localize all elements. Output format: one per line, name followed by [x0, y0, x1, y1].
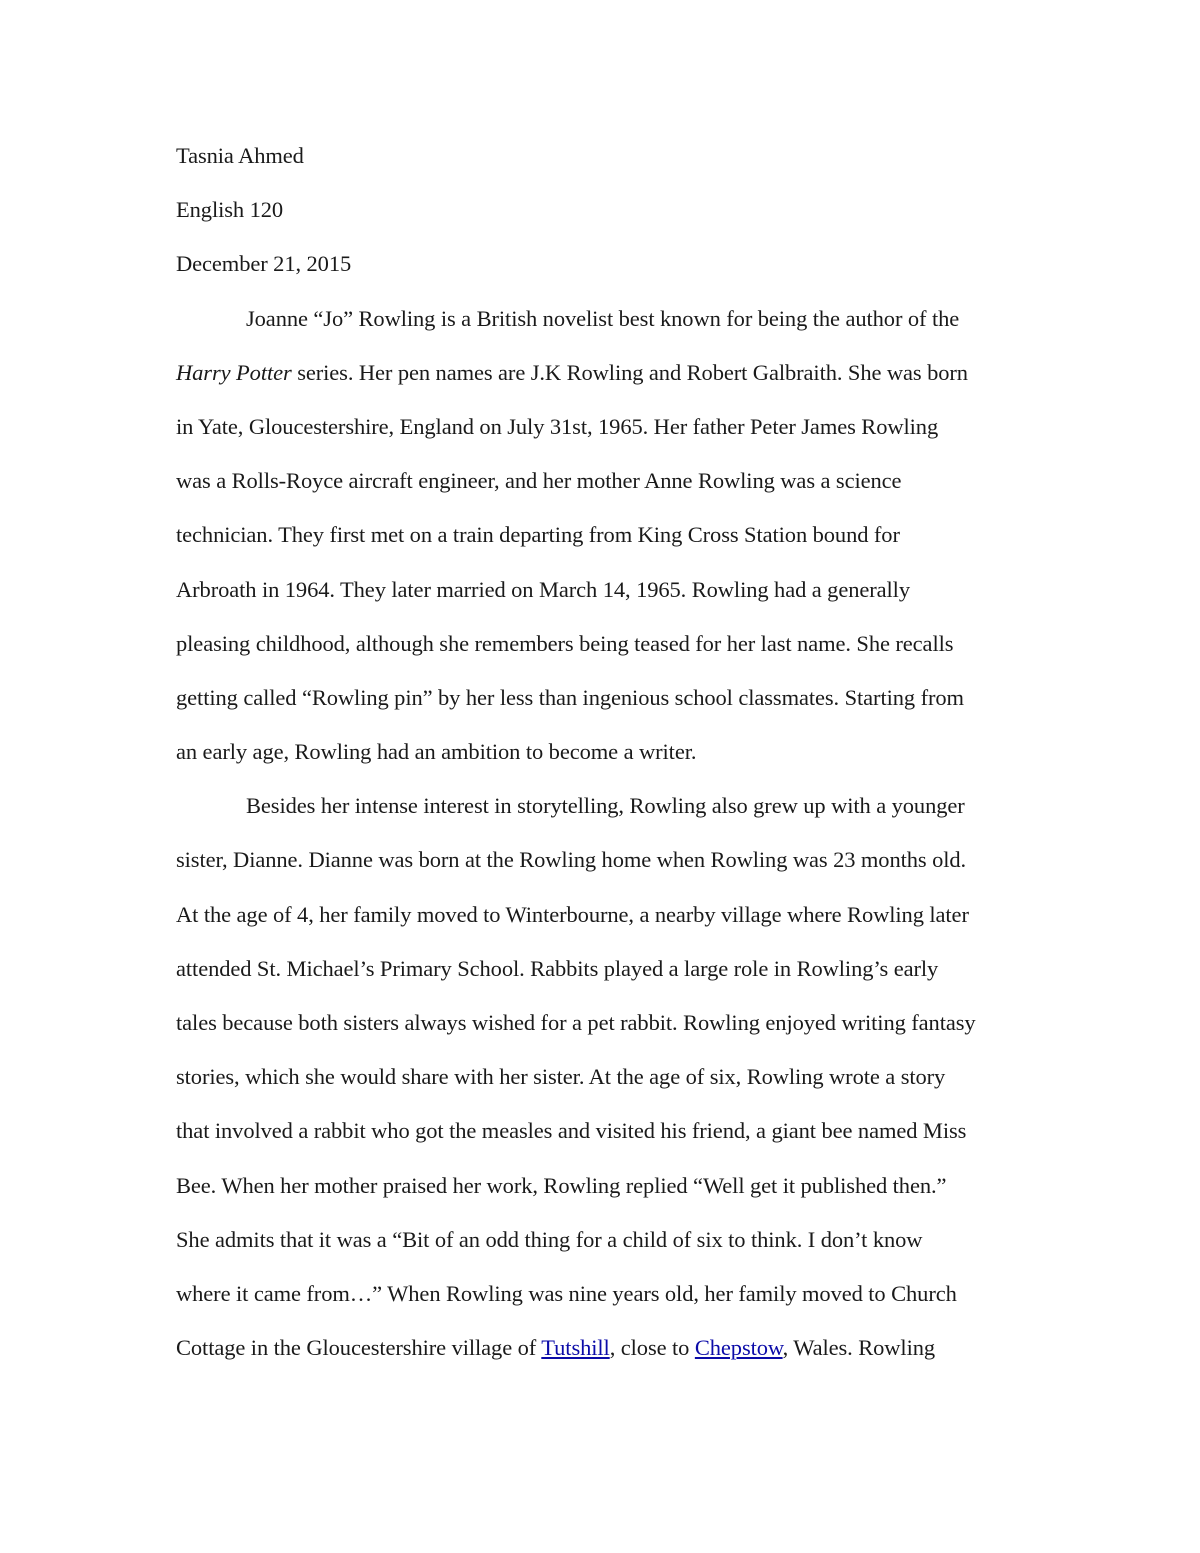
course-name: English 120	[176, 197, 284, 223]
paragraph-2-line: that involved a rabbit who got the measles and visited his friend, a giant bee named Miss	[176, 1118, 967, 1144]
paragraph-2-line: She admits that it was a “Bit of an odd thing for a child of six to think. I don’t know	[176, 1226, 923, 1252]
chepstow-link[interactable]: Chepstow	[694, 1335, 783, 1361]
paragraph-1-line: getting called “Rowling pin” by her less than ingenious school classmates. Starting from	[176, 684, 964, 710]
paragraph-1-line: was a Rolls-Royce aircraft engineer, and her mother Anne Rowling was a science	[176, 468, 902, 494]
paragraph-1-line: an early age, Rowling had an ambition to become a writer.	[176, 739, 697, 765]
paragraph-2-line: where it came from…” When Rowling was nine years old, her family moved to Church	[176, 1280, 957, 1306]
paragraph-1	[176, 301, 1036, 789]
paragraph-2-line: attended St. Michael’s Primary School. Rabbits played a large role in Rowling’s early	[176, 955, 939, 981]
paragraph-2-line: Bee. When her mother praised her work, Rowling replied “Well get it published then.”	[176, 1172, 947, 1198]
tutshill-link[interactable]: Tutshill	[541, 1335, 610, 1361]
paragraph-1-line: Arbroath in 1964. They later married on March 14, 1965. Rowling had a generally	[176, 576, 910, 602]
paragraph-2-line: stories, which she would share with her sister. At the age of six, Rowling wrote a story	[176, 1064, 946, 1090]
paragraph-2-line: Besides her intense interest in storytelling, Rowling also grew up with a younger	[246, 793, 965, 819]
paragraph-2-line: sister, Dianne. Dianne was born at the Rowling home when Rowling was 23 months old.	[176, 847, 967, 873]
paragraph-2-line: tales because both sisters always wished for a pet rabbit. Rowling enjoyed writing fantasy	[176, 1010, 976, 1035]
document-date: December 21, 2015	[176, 251, 352, 277]
paragraph-1-text: series. Her pen names are J.K Rowling and Robert Galbraith. She was born	[291, 359, 968, 385]
paragraph-1-line: technician. They first met on a train departing from King Cross Station bound for	[176, 522, 900, 548]
document-page	[176, 138, 1036, 1384]
paragraph-2-text: , close to	[609, 1335, 695, 1361]
paragraph-1-line: in Yate, Gloucestershire, England on July 31st, 1965. Her father Peter James Rowling	[176, 413, 939, 439]
paragraph-1-line	[176, 355, 1036, 409]
book-title: Harry Potter	[176, 359, 292, 385]
paragraph-1-line: Joanne “Jo” Rowling is a British novelist best known for being the author of the	[246, 305, 960, 331]
paragraph-2	[176, 788, 1036, 1384]
paragraph-2-text: , Wales. Rowling	[782, 1335, 936, 1361]
paragraph-2-line	[176, 1330, 1036, 1384]
paragraph-1-line: pleasing childhood, although she remembers being teased for her last name. She recalls	[176, 630, 954, 656]
paragraph-2-line: At the age of 4, her family moved to Winterbourne, a nearby village where Rowling later	[176, 901, 969, 927]
author-name: Tasnia Ahmed	[176, 143, 304, 168]
paragraph-2-text: Cottage in the Gloucestershire village of	[176, 1335, 542, 1361]
